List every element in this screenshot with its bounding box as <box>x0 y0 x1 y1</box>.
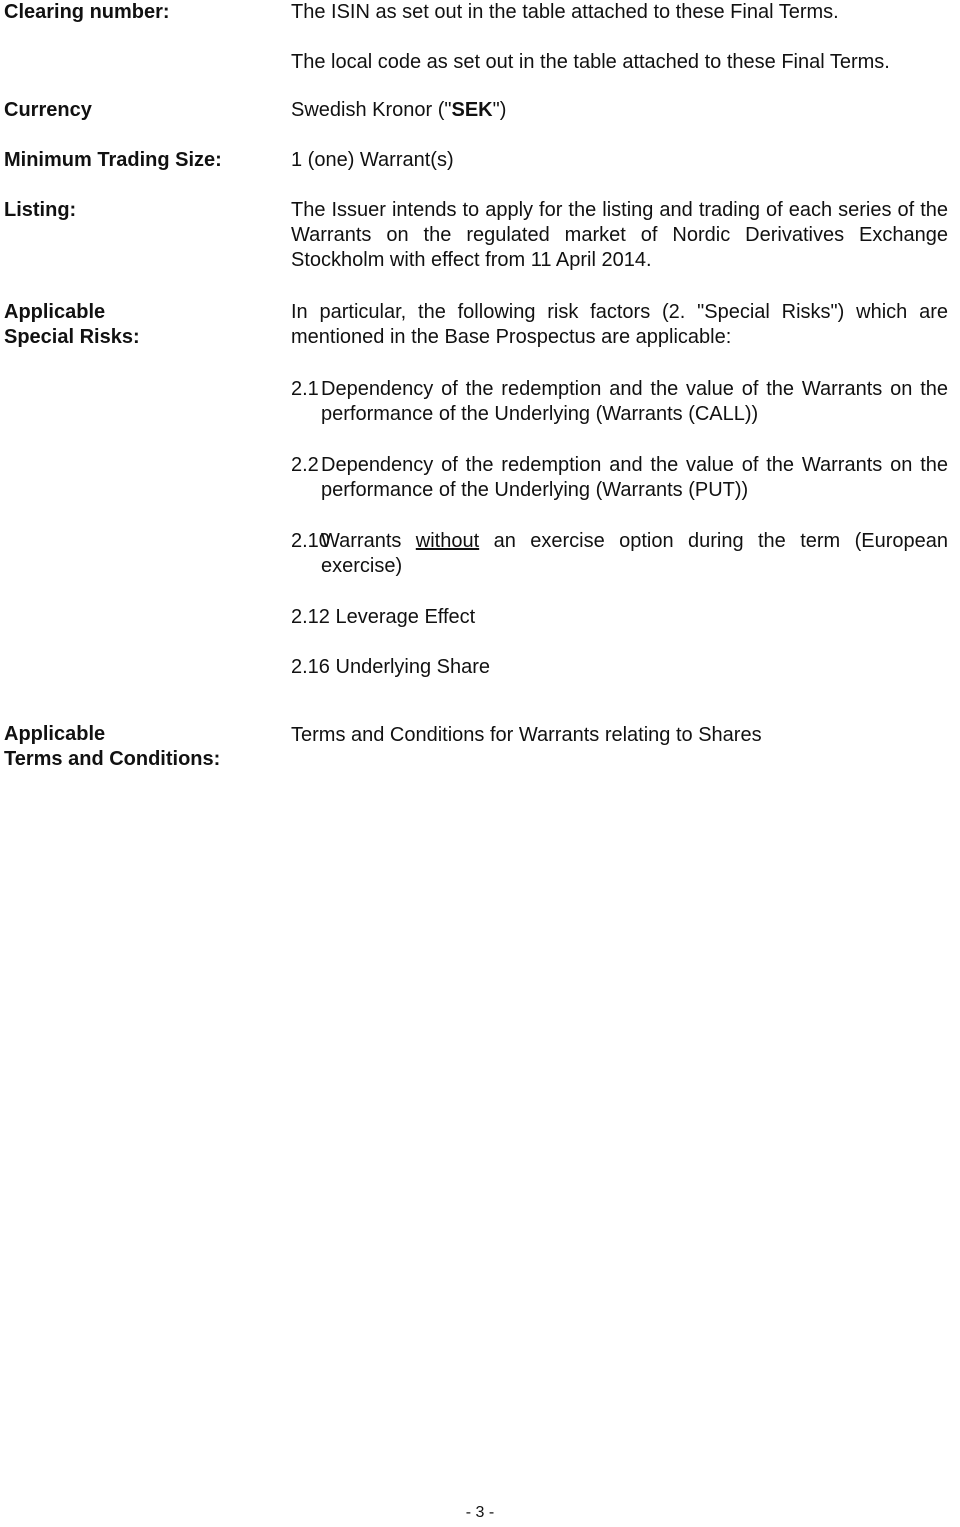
risk-item-text <box>291 529 948 579</box>
risk-item-number: 2.2 <box>291 454 319 476</box>
special-risks-label-line1: Applicable <box>4 301 106 323</box>
risk-item-number: 2.1 <box>291 378 319 400</box>
risk-item <box>291 605 948 630</box>
risk-item-text: Leverage Effect <box>335 606 476 628</box>
currency-value <box>291 98 948 123</box>
risk-item-number: 2.16 <box>291 656 330 678</box>
listing-label: Listing: <box>4 199 77 221</box>
special-risks-label <box>4 300 274 350</box>
terms-and-conditions-label-line1: Applicable <box>4 723 106 745</box>
terms-and-conditions-label-line2: Terms and Conditions: <box>4 748 221 770</box>
risk-item-number: 2.12 <box>291 606 330 628</box>
risk-item-text: Dependency of the redemption and the value of the Warrants on the performance of the Underlying (Warrants (PUT)) <box>321 454 948 501</box>
risk-item-text-underlined: without <box>415 530 480 552</box>
currency-label: Currency <box>4 99 92 121</box>
special-risks-label-line2: Special Risks: <box>4 326 140 348</box>
page-number: - 3 - <box>465 1504 495 1521</box>
terms-and-conditions-value: Terms and Conditions for Warrants relating to Shares <box>291 724 762 746</box>
risk-item-number: 2.10 <box>291 530 330 552</box>
clearing-number-label: Clearing number: <box>4 1 170 23</box>
clearing-number-isin: The ISIN as set out in the table attached to these Final Terms. <box>291 1 839 23</box>
risk-item <box>291 529 948 579</box>
minimum-trading-size-value: 1 (one) Warrant(s) <box>291 149 454 171</box>
risk-item-text: Underlying Share <box>335 656 491 678</box>
risk-item-text-pre: Warrants <box>321 530 416 552</box>
risk-item-text: Dependency of the redemption and the value of the Warrants on the performance of the Underlying (Warrants (CALL)) <box>321 378 948 425</box>
risk-item <box>291 377 948 427</box>
terms-and-conditions-label <box>4 722 274 772</box>
clearing-number-local-code: The local code as set out in the table attached to these Final Terms. <box>291 51 890 73</box>
currency-code: SEK <box>451 99 493 121</box>
currency-value-pre: Swedish Kronor (" <box>291 99 452 121</box>
listing-value: The Issuer intends to apply for the listing and trading of each series of the Warrants on the regulated market of Nordic Derivatives Exchange Stockholm with effect from 11 April 2014. <box>291 199 948 271</box>
currency-value-post: ") <box>492 99 507 121</box>
special-risks-intro: In particular, the following risk factors (2. "Special Risks") which are mentioned in the Base Prospectus are applicable: <box>291 301 948 348</box>
risk-item <box>291 655 948 680</box>
risk-item-text-post: an exercise option during the term (European exercise) <box>321 530 949 577</box>
risk-item <box>291 453 948 503</box>
minimum-trading-size-label: Minimum Trading Size: <box>4 149 222 171</box>
